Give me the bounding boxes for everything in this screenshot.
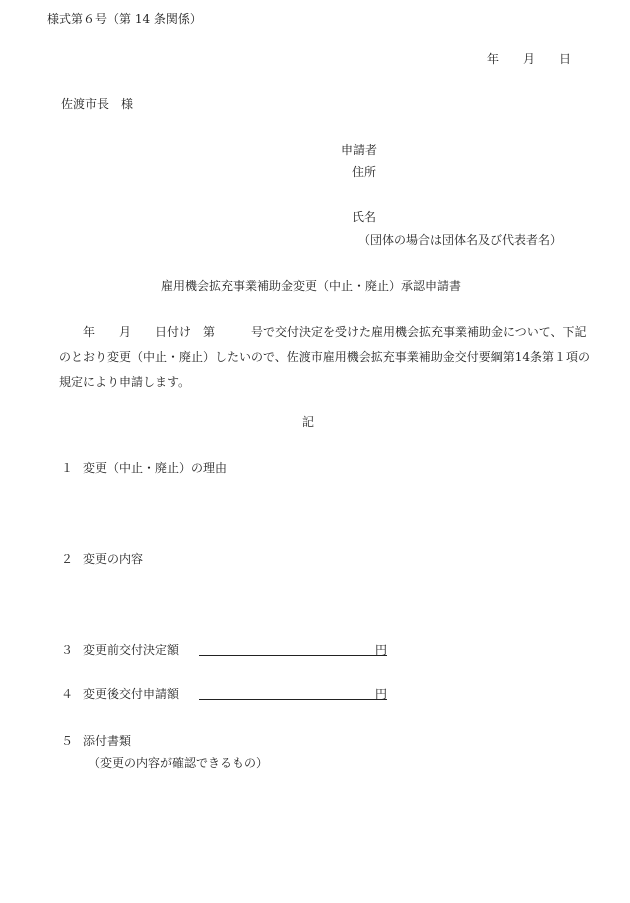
ki-heading: 記 (302, 415, 315, 429)
attachments-note: （変更の内容が確認できるもの） (88, 756, 269, 770)
address-label: 住所 (352, 165, 377, 179)
item-attachments (61, 733, 131, 749)
body-line-1: 年 月 日付け 第 号で交付決定を受けた雇用機会拡充事業補助金について、下記 (59, 325, 587, 339)
item-number: １ (61, 461, 74, 475)
addressee: 佐渡市長 様 (61, 97, 134, 111)
item-amount-after (61, 686, 179, 702)
item-reason (61, 460, 227, 476)
item-label: 変更後交付申請額 (83, 687, 180, 701)
applicant-label: 申請者 (341, 143, 378, 157)
document-title: 雇用機会拡充事業補助金変更（中止・廃止）承認申請書 (161, 279, 462, 293)
item-amount-before (61, 642, 179, 658)
item-number: ２ (61, 552, 74, 566)
amount-before-unit: 円 (375, 643, 388, 657)
item-change-content (61, 551, 143, 567)
body-line-3: 規定により申請します。 (59, 375, 191, 389)
name-note: （団体の場合は団体名及び代表者名） (358, 233, 563, 247)
body-paragraph (59, 320, 591, 395)
amount-after-unit: 円 (375, 687, 388, 701)
date-line (487, 51, 571, 67)
amount-before-underline (199, 655, 375, 656)
item-label: 変更（中止・廃止）の理由 (83, 461, 228, 475)
date-day: 日 (559, 52, 572, 66)
amount-after-underline (199, 699, 375, 700)
item-number: ５ (61, 734, 74, 748)
date-month: 月 (523, 52, 536, 66)
form-number: 様式第６号（第 14 条関係） (47, 12, 202, 26)
item-number: ４ (61, 687, 74, 701)
item-label: 添付書類 (83, 734, 132, 748)
item-label: 変更前交付決定額 (83, 643, 180, 657)
item-label: 変更の内容 (83, 552, 144, 566)
date-year: 年 (487, 52, 500, 66)
name-label: 氏名 (352, 210, 377, 224)
item-number: ３ (61, 643, 74, 657)
body-line-2: のとおり変更（中止・廃止）したいので、佐渡市雇用機会拡充事業補助金交付要綱第14条第１項の (59, 350, 591, 364)
